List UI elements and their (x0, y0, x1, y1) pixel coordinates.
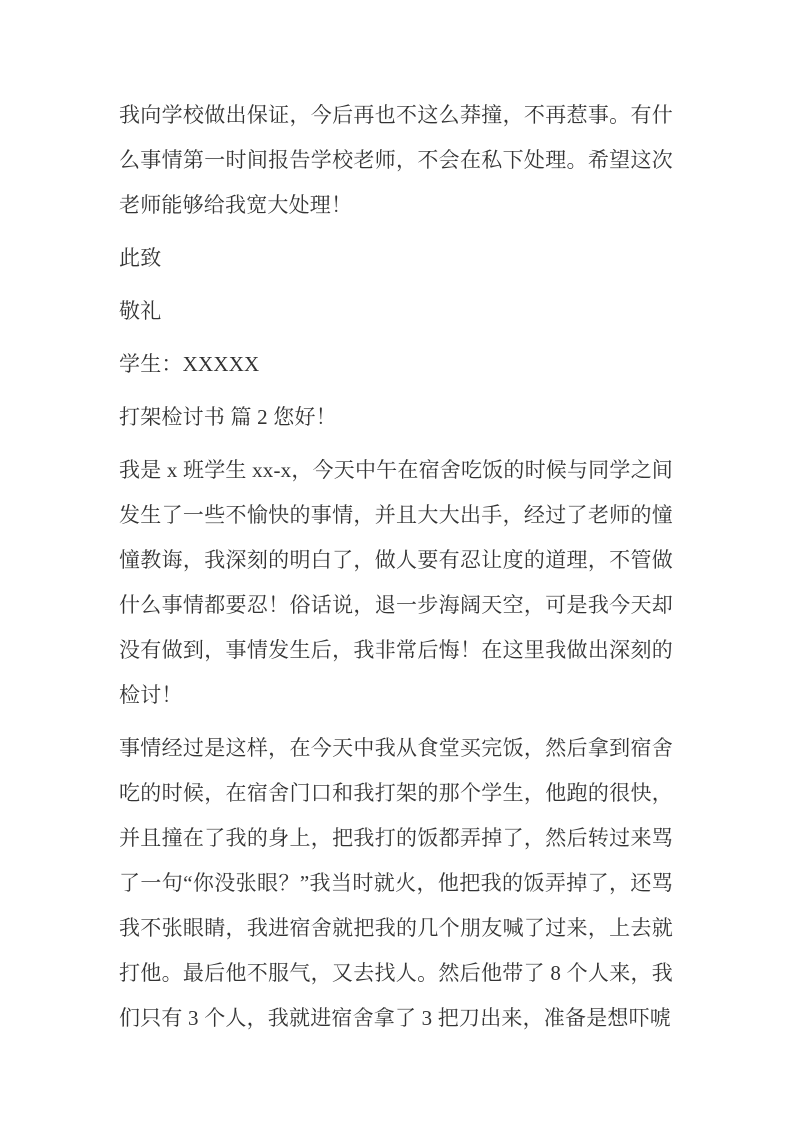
paragraph-section-title: 打架检讨书 篇 2 您好！ (119, 405, 337, 429)
paragraph-student-signature: 学生：XXXXX (119, 352, 260, 376)
paragraph-incident-account: 事情经过是这样，在今天中我从食堂买完饭，然后拿到宿舍吃的时候，在宿舍门口和我打架的那个学生，他跑的很快，并且撞在了我的身上，把我打的饭都弄掉了，然后转过来骂了一句“你没张眼？”我当时就火，他把我的饭弄掉了，还骂我不张眼睛，我进宿舍就把我的几个朋友喊了过来，上去就打他。最后他不服气，又去找人。然后他带了 8 个人来，我们只有 3 个人，我就进宿舍拿了 3 把刀出来，准备是想吓唬 (119, 736, 673, 1030)
paragraph-apology-body: 我是 x 班学生 xx-x，今天中午在宿舍吃饭的时候与同学之间发生了一些不愉快的事情，并且大大出手，经过了老师的憧憧教诲，我深刻的明白了，做人要有忍让度的道理，不管做什么事情都要忍！俗话说，退一步海阔天空，可是我今天却没有做到，事情发生后，我非常后悔！在这里我做出深刻的检讨！ (119, 458, 673, 707)
paragraph-closing-cizhi: 此致 (119, 246, 162, 270)
paragraph-closing-jingli: 敬礼 (119, 299, 162, 323)
paragraph-pledge: 我向学校做出保证，今后再也不这么莽撞，不再惹事。有什么事情第一时间报告学校老师，不会在私下处理。希望这次老师能够给我宽大处理！ (119, 103, 673, 217)
